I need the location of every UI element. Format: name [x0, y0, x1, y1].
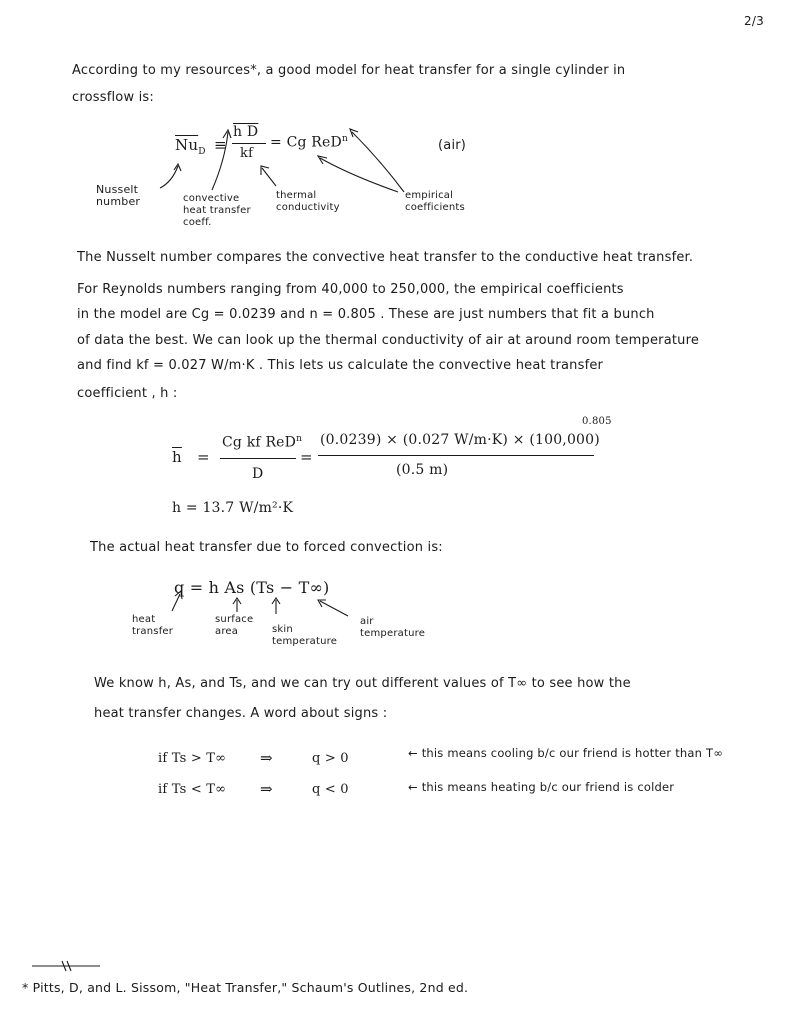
calc-result: h = 13.7 W/m²·K — [172, 500, 294, 516]
page-number: 2/3 — [744, 14, 764, 28]
heat-equation: q = h As (Ts − T∞) — [174, 578, 330, 597]
para3-line-1: We know h, As, and Ts, and we can try out different values of T∞ to see how the — [94, 676, 631, 691]
sign-row-1-result: q > 0 — [312, 751, 349, 766]
calc-frac2-num: (0.0239) × (0.027 W/m·K) × (100,000) — [320, 432, 600, 448]
sign-row-1-arrow: ⇒ — [260, 749, 273, 767]
arrowhead-thermal — [261, 166, 269, 175]
para1-line-5: and find kf = 0.027 W/m·K . This lets us calculate the convective heat transfer — [77, 358, 604, 373]
label-empirical: empirical coefficients — [405, 190, 465, 213]
arrow-nusselt — [160, 166, 178, 188]
label-surface-area: surface area — [215, 614, 254, 637]
calc-frac1-bar — [220, 458, 296, 459]
sign-row-2-result: q < 0 — [312, 782, 349, 797]
para1-line-1: The Nusselt number compares the convective heat transfer to the conductive heat transfer. — [77, 250, 694, 265]
calc-eq-1: = — [197, 448, 210, 466]
label-skin-temperature: skin temperature — [272, 624, 338, 647]
sign-row-2-note: ← this means heating b/c our friend is colder — [408, 780, 675, 794]
calc-frac2-den: (0.5 m) — [396, 462, 449, 478]
model-fraction-num: h D — [233, 124, 259, 140]
intro-line-2: crossflow is: — [72, 90, 154, 105]
para2: The actual heat transfer due to forced convection is: — [90, 540, 443, 555]
para1-line-2: For Reynolds numbers ranging from 40,000 to 250,000, the empirical coefficients — [77, 282, 624, 297]
label-air-temperature: air temperature — [360, 616, 426, 639]
arrow-empirical-1 — [320, 158, 398, 192]
label-nusselt: Nusselt number — [96, 183, 141, 208]
calc-frac1-den: D — [252, 466, 264, 482]
calc-frac2-exp: 0.805 — [582, 416, 612, 427]
calc-frac1-num: Cg kf ReD$^n$ — [222, 434, 303, 451]
medium-label: (air) — [438, 138, 467, 153]
footnote: * Pitts, D, and L. Sissom, "Heat Transfer," Schaum's Outlines, 2nd ed. — [22, 980, 469, 995]
sign-row-1-note: ← this means cooling b/c our friend is hotter than T∞ — [408, 746, 724, 760]
equiv-sign: ≡ — [214, 136, 227, 154]
model-fraction-den: kf — [240, 146, 254, 161]
label-thermal: thermal conductivity — [276, 190, 340, 213]
para1-line-6: coefficient , h : — [77, 386, 178, 401]
para1-line-3: in the model are Cg = 0.0239 and n = 0.805 . These are just numbers that fit a bunch — [77, 307, 655, 322]
arrow-empirical-2 — [352, 132, 404, 192]
arrowhead-empirical-2 — [350, 129, 358, 137]
sign-row-1-cond: if Ts > T∞ — [158, 751, 227, 766]
sign-row-2-cond: if Ts < T∞ — [158, 782, 227, 797]
calc-frac2-bar — [318, 455, 594, 456]
sign-row-2-arrow: ⇒ — [260, 780, 273, 798]
calc-lhs: $\overline{h}$ — [172, 448, 182, 466]
nusselt-symbol: $\overline{Nu}_D$ — [175, 136, 206, 157]
label-convective: convective heat transfer coeff. — [183, 193, 251, 228]
intro-line-1: According to my resources*, a good model for heat transfer for a single cylinder in — [72, 63, 626, 78]
arrow-thermal — [262, 168, 276, 186]
label-heat-transfer: heat transfer — [132, 614, 174, 637]
para1-line-4: of data the best. We can look up the thermal conductivity of air at around room temperature — [77, 333, 700, 348]
arrow-convective — [212, 132, 228, 190]
arrow-air — [320, 601, 348, 616]
para3-line-2: heat transfer changes. A word about signs : — [94, 706, 388, 721]
model-rhs: = Cg ReD$^n$ — [270, 134, 348, 151]
calc-eq-2: = — [300, 448, 313, 466]
